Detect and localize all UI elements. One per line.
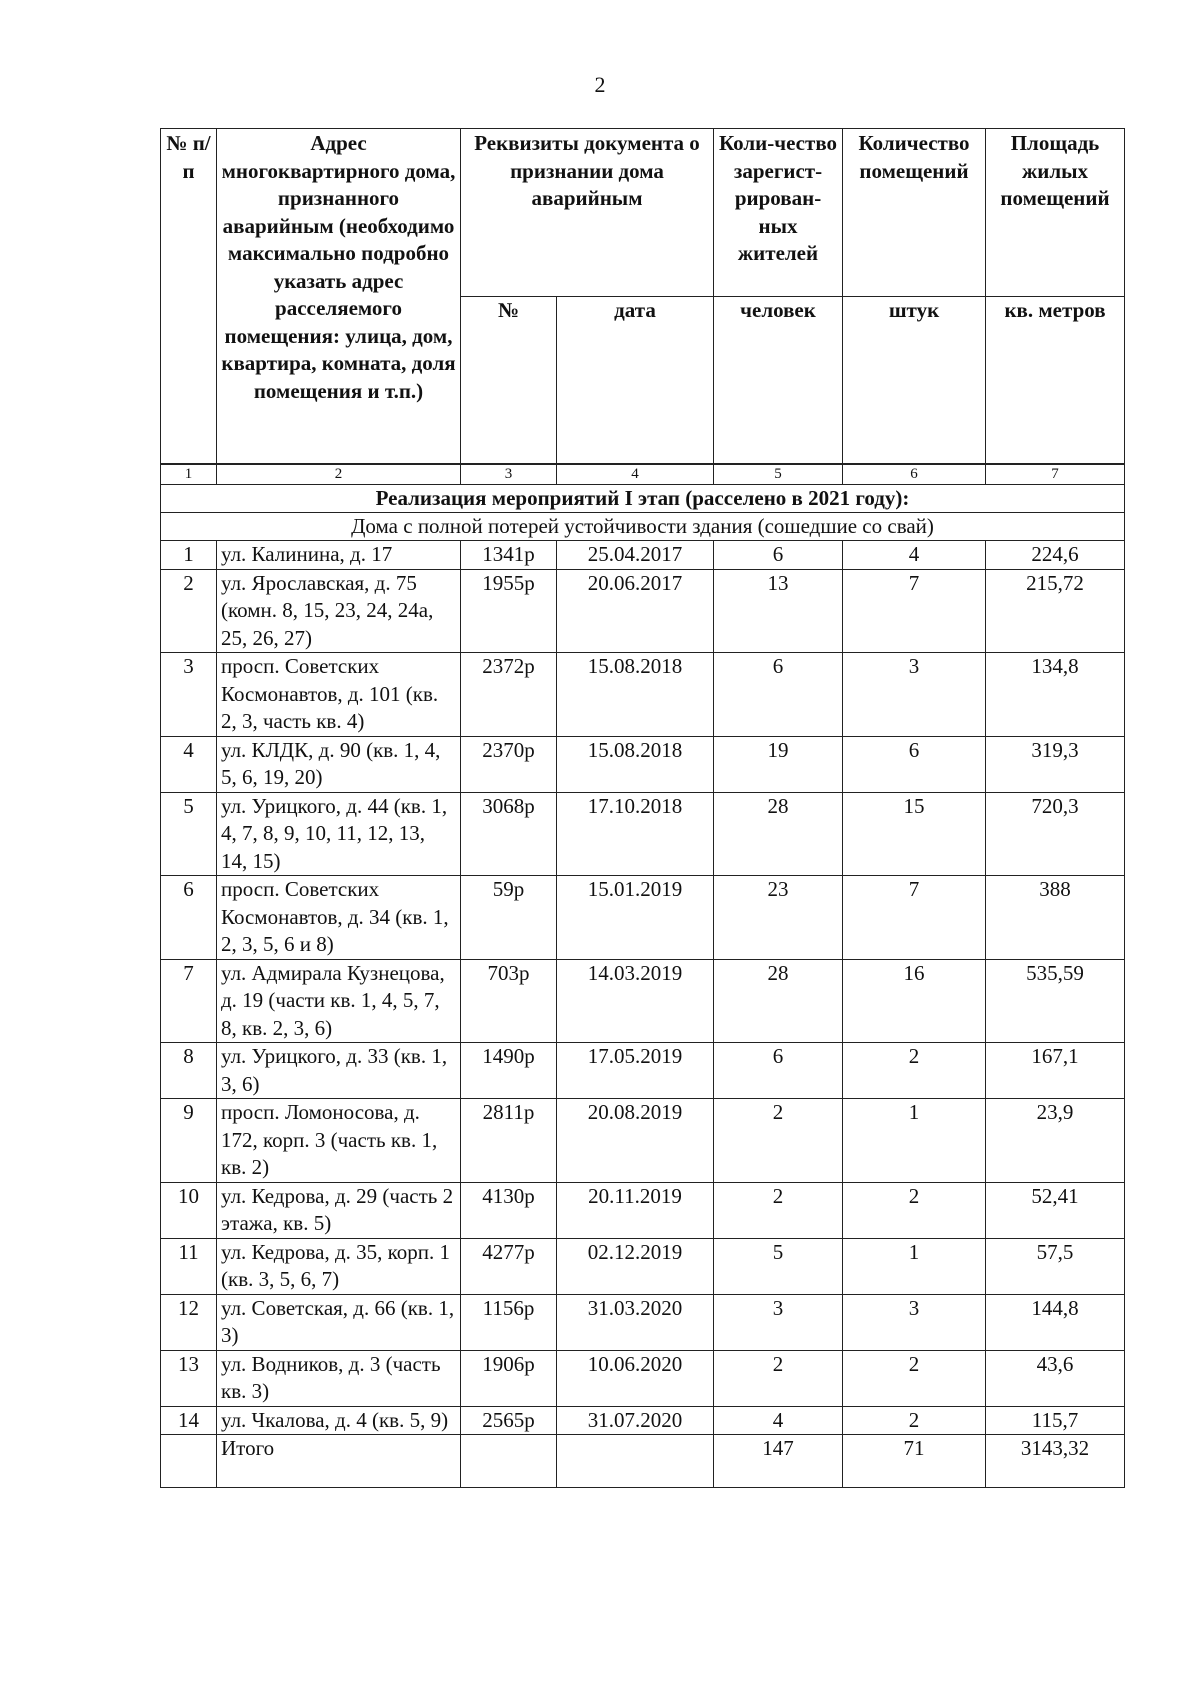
header-residents: Коли-чество зарегист-рирован-ных жителей bbox=[714, 129, 843, 297]
row-doc-number: 4277р bbox=[461, 1238, 557, 1294]
row-address: ул. Урицкого, д. 44 (кв. 1, 4, 7, 8, 9, 10, 11, 12, 13, 14, 15) bbox=[217, 792, 461, 876]
table-row bbox=[161, 1294, 1125, 1350]
row-area: 720,3 bbox=[986, 792, 1125, 876]
table-row bbox=[161, 792, 1125, 876]
row-address: ул. Советская, д. 66 (кв. 1, 3) bbox=[217, 1294, 461, 1350]
row-rooms: 2 bbox=[843, 1182, 986, 1238]
row-rooms: 4 bbox=[843, 541, 986, 570]
header-rooms-unit: штук bbox=[843, 297, 986, 465]
row-area: 57,5 bbox=[986, 1238, 1125, 1294]
row-doc-number: 2811р bbox=[461, 1099, 557, 1183]
row-number: 13 bbox=[161, 1350, 217, 1406]
row-address: ул. КЛДК, д. 90 (кв. 1, 4, 5, 6, 19, 20) bbox=[217, 736, 461, 792]
row-area: 535,59 bbox=[986, 959, 1125, 1043]
row-rooms: 15 bbox=[843, 792, 986, 876]
row-doc-number: 3068р bbox=[461, 792, 557, 876]
row-doc-number: 2372р bbox=[461, 653, 557, 737]
header-doc-number: № bbox=[461, 297, 557, 465]
row-doc-date: 15.01.2019 bbox=[557, 876, 714, 960]
total-label: Итого bbox=[217, 1435, 461, 1488]
column-number: 1 bbox=[161, 464, 217, 485]
row-doc-date: 14.03.2019 bbox=[557, 959, 714, 1043]
total-doc-cell bbox=[461, 1435, 557, 1488]
total-date-cell bbox=[557, 1435, 714, 1488]
row-doc-number: 703р bbox=[461, 959, 557, 1043]
row-doc-number: 1955р bbox=[461, 569, 557, 653]
row-residents: 2 bbox=[714, 1099, 843, 1183]
column-number: 2 bbox=[217, 464, 461, 485]
header-area-unit: кв. метров bbox=[986, 297, 1125, 465]
row-residents: 28 bbox=[714, 959, 843, 1043]
row-doc-number: 1341р bbox=[461, 541, 557, 570]
row-area: 23,9 bbox=[986, 1099, 1125, 1183]
header-area: Площадь жилых помещений bbox=[986, 129, 1125, 297]
header-residents-unit: человек bbox=[714, 297, 843, 465]
table-row bbox=[161, 1406, 1125, 1435]
row-rooms: 3 bbox=[843, 653, 986, 737]
row-number: 9 bbox=[161, 1099, 217, 1183]
row-area: 134,8 bbox=[986, 653, 1125, 737]
table-row bbox=[161, 1043, 1125, 1099]
row-rooms: 2 bbox=[843, 1406, 986, 1435]
subsection-row bbox=[161, 513, 1125, 541]
row-area: 115,7 bbox=[986, 1406, 1125, 1435]
row-address: ул. Ярославская, д. 75 (комн. 8, 15, 23, 24, 24а, 25, 26, 27) bbox=[217, 569, 461, 653]
row-doc-number: 1906р bbox=[461, 1350, 557, 1406]
row-area: 388 bbox=[986, 876, 1125, 960]
row-number: 5 bbox=[161, 792, 217, 876]
column-numbers-row bbox=[161, 464, 1125, 485]
total-rooms: 71 bbox=[843, 1435, 986, 1488]
row-residents: 19 bbox=[714, 736, 843, 792]
header-rooms: Количество помещений bbox=[843, 129, 986, 297]
row-doc-number: 4130р bbox=[461, 1182, 557, 1238]
row-doc-date: 17.05.2019 bbox=[557, 1043, 714, 1099]
table-row bbox=[161, 876, 1125, 960]
row-address: просп. Советских Космонавтов, д. 101 (кв. 2, 3, часть кв. 4) bbox=[217, 653, 461, 737]
row-rooms: 7 bbox=[843, 876, 986, 960]
row-residents: 13 bbox=[714, 569, 843, 653]
row-residents: 6 bbox=[714, 1043, 843, 1099]
page-number: 2 bbox=[594, 72, 606, 97]
row-rooms: 2 bbox=[843, 1043, 986, 1099]
subsection-title: Дома с полной потерей устойчивости здания (сошедшие со свай) bbox=[161, 513, 1125, 541]
row-residents: 6 bbox=[714, 653, 843, 737]
table-footer bbox=[161, 1435, 1125, 1488]
table-row bbox=[161, 1350, 1125, 1406]
row-residents: 28 bbox=[714, 792, 843, 876]
row-residents: 23 bbox=[714, 876, 843, 960]
table-row bbox=[161, 569, 1125, 653]
row-address: ул. Кедрова, д. 35, корп. 1 (кв. 3, 5, 6, 7) bbox=[217, 1238, 461, 1294]
row-address: ул. Калинина, д. 17 bbox=[217, 541, 461, 570]
row-residents: 2 bbox=[714, 1182, 843, 1238]
total-residents: 147 bbox=[714, 1435, 843, 1488]
row-address: ул. Чкалова, д. 4 (кв. 5, 9) bbox=[217, 1406, 461, 1435]
row-rooms: 2 bbox=[843, 1350, 986, 1406]
row-area: 43,6 bbox=[986, 1350, 1125, 1406]
row-number: 6 bbox=[161, 876, 217, 960]
row-residents: 3 bbox=[714, 1294, 843, 1350]
row-address: ул. Урицкого, д. 33 (кв. 1, 3, 6) bbox=[217, 1043, 461, 1099]
data-rows bbox=[161, 541, 1125, 1435]
row-rooms: 16 bbox=[843, 959, 986, 1043]
row-doc-number: 1490р bbox=[461, 1043, 557, 1099]
column-number: 3 bbox=[461, 464, 557, 485]
total-area: 3143,32 bbox=[986, 1435, 1125, 1488]
section-row bbox=[161, 485, 1125, 513]
row-number: 1 bbox=[161, 541, 217, 570]
total-num-cell bbox=[161, 1435, 217, 1488]
table-row bbox=[161, 1238, 1125, 1294]
table-row bbox=[161, 959, 1125, 1043]
row-address: ул. Водников, д. 3 (часть кв. 3) bbox=[217, 1350, 461, 1406]
row-doc-date: 20.06.2017 bbox=[557, 569, 714, 653]
row-number: 7 bbox=[161, 959, 217, 1043]
header-address: Адрес многоквартирного дома, признанного аварийным (необходимо максимально подробно указать адрес расселяемого помещения: улица, дом, квартира, комната, доля помещения и т.п.) bbox=[217, 129, 461, 465]
table-row bbox=[161, 653, 1125, 737]
row-doc-date: 10.06.2020 bbox=[557, 1350, 714, 1406]
table-body bbox=[161, 485, 1125, 541]
row-area: 215,72 bbox=[986, 569, 1125, 653]
header-doc-date: дата bbox=[557, 297, 714, 465]
column-number: 4 bbox=[557, 464, 714, 485]
table-header bbox=[161, 129, 1125, 485]
table-row bbox=[161, 541, 1125, 570]
row-doc-date: 15.08.2018 bbox=[557, 653, 714, 737]
row-area: 224,6 bbox=[986, 541, 1125, 570]
row-doc-number: 2565р bbox=[461, 1406, 557, 1435]
row-rooms: 1 bbox=[843, 1099, 986, 1183]
row-number: 10 bbox=[161, 1182, 217, 1238]
row-doc-date: 31.03.2020 bbox=[557, 1294, 714, 1350]
row-doc-date: 31.07.2020 bbox=[557, 1406, 714, 1435]
table-row bbox=[161, 1182, 1125, 1238]
row-residents: 4 bbox=[714, 1406, 843, 1435]
row-number: 11 bbox=[161, 1238, 217, 1294]
header-num: № п/п bbox=[161, 129, 217, 465]
row-number: 4 bbox=[161, 736, 217, 792]
row-area: 52,41 bbox=[986, 1182, 1125, 1238]
column-number: 6 bbox=[843, 464, 986, 485]
row-number: 8 bbox=[161, 1043, 217, 1099]
row-number: 12 bbox=[161, 1294, 217, 1350]
row-address: просп. Советских Космонавтов, д. 34 (кв. 1, 2, 3, 5, 6 и 8) bbox=[217, 876, 461, 960]
row-doc-number: 1156р bbox=[461, 1294, 557, 1350]
column-number: 5 bbox=[714, 464, 843, 485]
row-address: ул. Кедрова, д. 29 (часть 2 этажа, кв. 5) bbox=[217, 1182, 461, 1238]
row-doc-date: 02.12.2019 bbox=[557, 1238, 714, 1294]
row-doc-number: 2370р bbox=[461, 736, 557, 792]
row-doc-number: 59р bbox=[461, 876, 557, 960]
row-address: просп. Ломоносова, д. 172, корп. 3 (часть кв. 1, кв. 2) bbox=[217, 1099, 461, 1183]
row-number: 3 bbox=[161, 653, 217, 737]
total-row bbox=[161, 1435, 1125, 1488]
row-area: 167,1 bbox=[986, 1043, 1125, 1099]
row-residents: 6 bbox=[714, 541, 843, 570]
table-row bbox=[161, 736, 1125, 792]
header-document: Реквизиты документа о признании дома аварийным bbox=[461, 129, 714, 297]
row-doc-date: 17.10.2018 bbox=[557, 792, 714, 876]
row-area: 144,8 bbox=[986, 1294, 1125, 1350]
row-number: 2 bbox=[161, 569, 217, 653]
row-rooms: 3 bbox=[843, 1294, 986, 1350]
row-address: ул. Адмирала Кузнецова, д. 19 (части кв. 1, 4, 5, 7, 8, кв. 2, 3, 6) bbox=[217, 959, 461, 1043]
row-doc-date: 15.08.2018 bbox=[557, 736, 714, 792]
column-number: 7 bbox=[986, 464, 1125, 485]
row-residents: 5 bbox=[714, 1238, 843, 1294]
row-doc-date: 20.08.2019 bbox=[557, 1099, 714, 1183]
resettlement-table bbox=[160, 128, 1125, 1488]
row-rooms: 1 bbox=[843, 1238, 986, 1294]
row-area: 319,3 bbox=[986, 736, 1125, 792]
row-residents: 2 bbox=[714, 1350, 843, 1406]
table-row bbox=[161, 1099, 1125, 1183]
section-title: Реализация мероприятий I этап (расселено в 2021 году): bbox=[161, 485, 1125, 513]
row-doc-date: 25.04.2017 bbox=[557, 541, 714, 570]
row-doc-date: 20.11.2019 bbox=[557, 1182, 714, 1238]
row-number: 14 bbox=[161, 1406, 217, 1435]
row-rooms: 7 bbox=[843, 569, 986, 653]
row-rooms: 6 bbox=[843, 736, 986, 792]
